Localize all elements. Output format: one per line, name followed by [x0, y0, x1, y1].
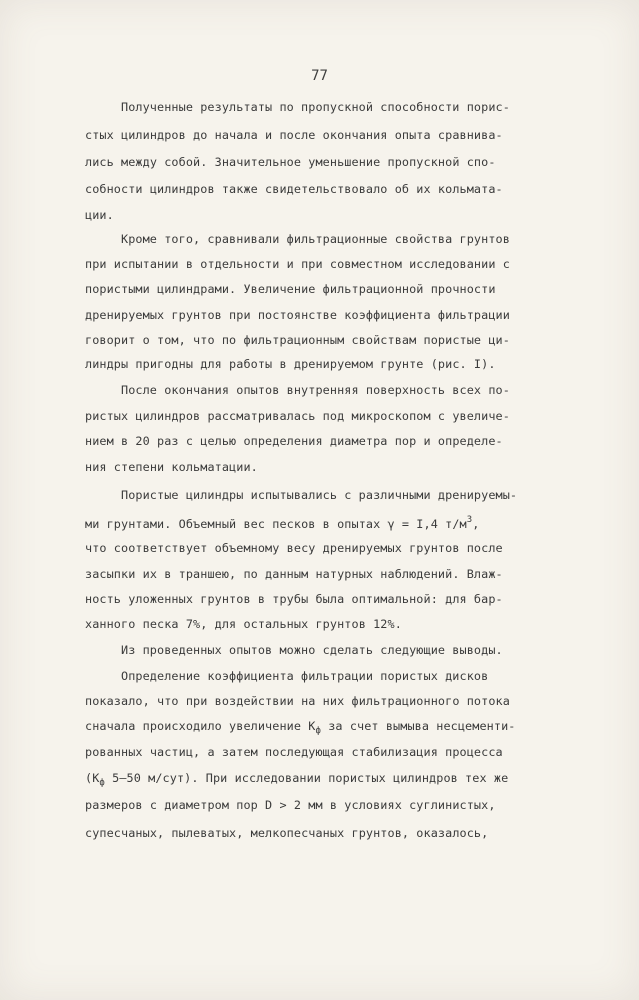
superscript: 3 [466, 515, 473, 525]
text-segment: (К [85, 771, 100, 785]
text-line: Из проведенных опытов можно сделать следующие выводы. [121, 643, 503, 657]
text-line: Пористые цилиндры испытывались с различными дренируемы- [121, 488, 518, 502]
text-line: размеров с диаметром пор D > 2 мм в условиях суглинистых, [85, 798, 496, 812]
text-line: Полученные результаты по пропускной способности порис- [121, 100, 510, 114]
text-line: линдры пригодны для работы в дренируемом грунте (рис. I). [85, 357, 496, 371]
text-line: при испытании в отдельности и при совместном исследовании с [85, 257, 510, 271]
text-line: ции. [85, 208, 114, 222]
text-line: показало, что при воздействии на них фильтрационного потока [85, 694, 510, 708]
text-line: ристых цилиндров рассматривалась под микроскопом с увеличе- [85, 409, 510, 423]
text-line [85, 770, 508, 791]
text-line: После окончания опытов внутренняя поверхность всех по- [121, 383, 510, 397]
text-segment: за счет вымыва несцементи- [321, 719, 516, 733]
subscript: ф [99, 778, 105, 788]
text-line: супесчаных, пылеватых, мелкопесчаных грунтов, оказалось, [85, 826, 489, 840]
text-line: нием в 20 раз с целью определения диаметра пор и определе- [85, 434, 503, 448]
text-segment: сначала происходило увеличение К [85, 719, 316, 733]
text-line: засыпки их в траншею, по данным натурных наблюдений. Влаж- [85, 567, 503, 581]
text-line: дренируемых грунтов при постоянстве коэффициента фильтрации [85, 308, 510, 322]
text-segment: , [472, 517, 480, 531]
text-line: стых цилиндров до начала и после окончания опыта сравнива- [85, 128, 503, 142]
page-number: 77 [311, 68, 328, 84]
text-line: Определение коэффициента фильтрации пористых дисков [121, 669, 489, 683]
text-segment: ми грунтами. Объемный вес песков в опытах γ = I,4 т/м [85, 517, 467, 531]
text-line: ность уложенных грунтов в трубы была оптимальной: для бар- [85, 592, 503, 606]
text-line: Кроме того, сравнивали фильтрационные свойства грунтов [121, 232, 510, 246]
text-line: лись между собой. Значительное уменьшение пропускной спо- [85, 155, 496, 169]
text-segment: 5–50 м/сут). При исследовании пористых цилиндров тех же [104, 771, 509, 785]
text-line [85, 512, 479, 532]
text-line: ханного песка 7%, для остальных грунтов 12%. [85, 617, 402, 631]
text-line: пористыми цилиндрами. Увеличение фильтрационной прочности [85, 282, 496, 296]
text-line: собности цилиндров также свидетельствовало об их кольмата- [85, 182, 503, 196]
text-line: говорит о том, что по фильтрационным свойствам пористые ци- [85, 333, 510, 347]
text-line [85, 718, 515, 739]
subscript: ф [315, 726, 322, 736]
text-line: что соответствует объемному весу дренируемых грунтов после [85, 541, 503, 555]
text-line: рованных частиц, а затем последующая стабилизация процесса [85, 745, 503, 759]
text-line: ния степени кольматации. [85, 460, 258, 474]
